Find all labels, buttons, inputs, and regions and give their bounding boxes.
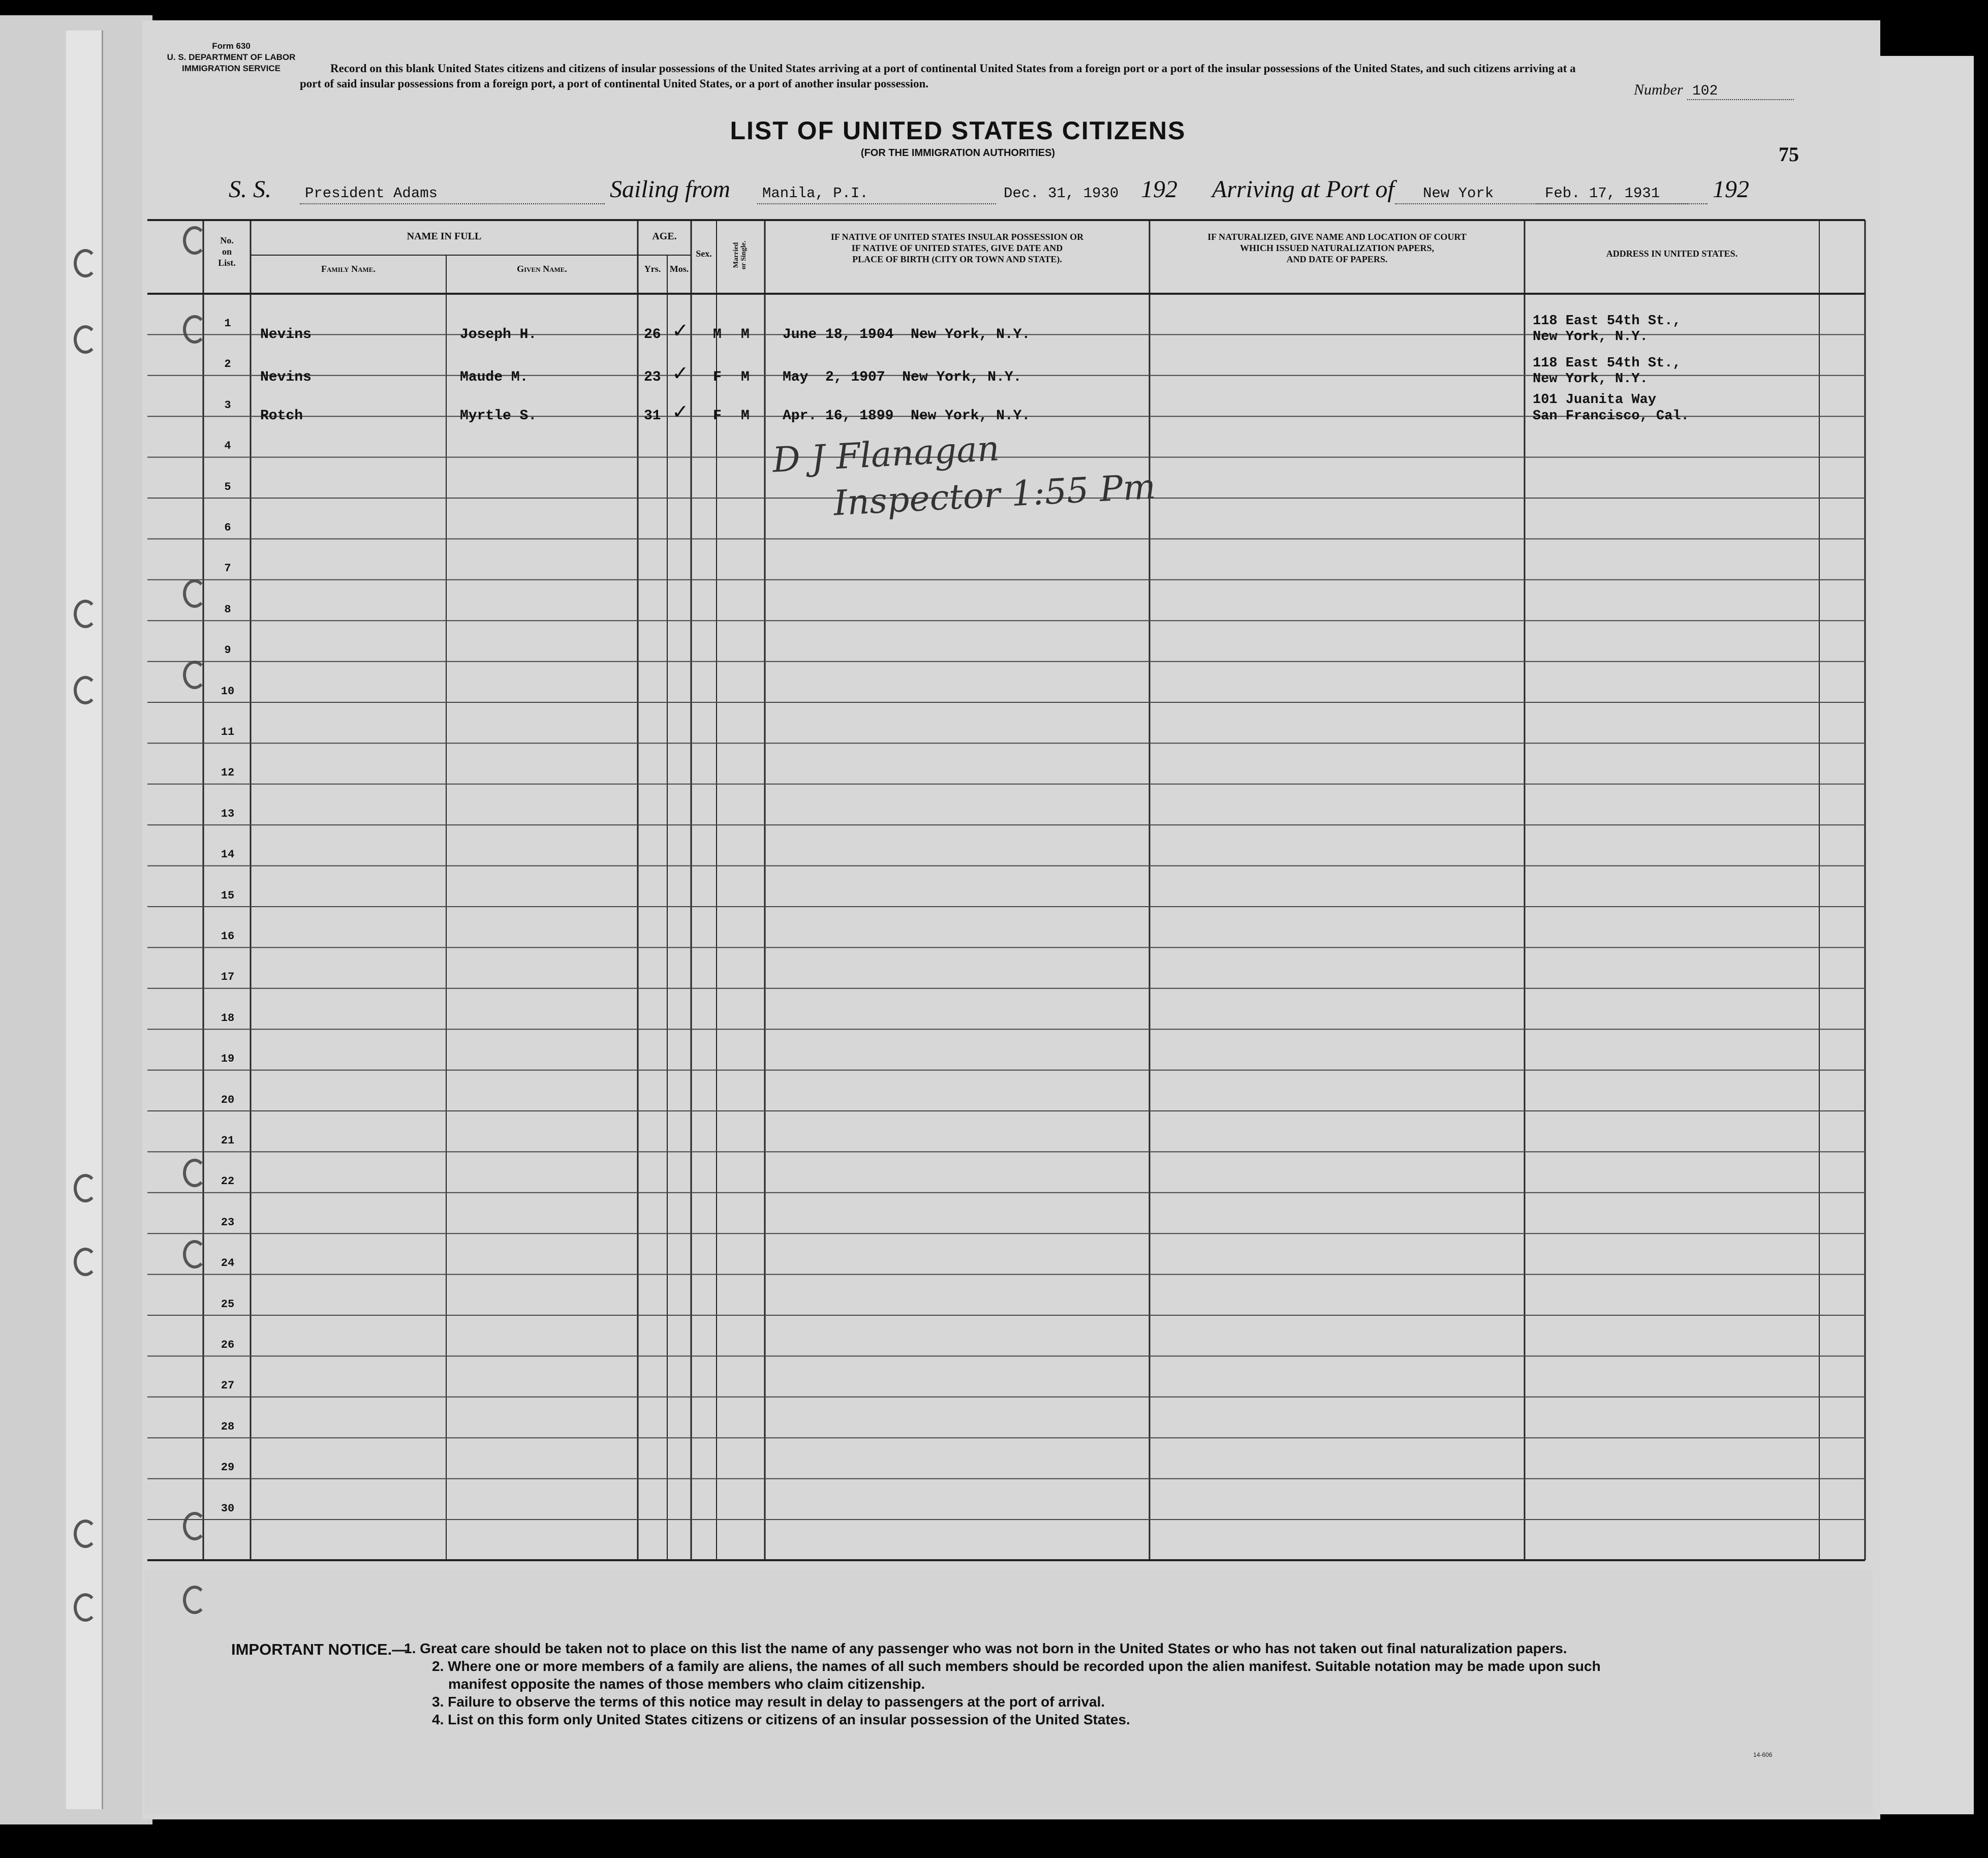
service-name: IMMIGRATION SERVICE bbox=[182, 64, 281, 73]
header-no-line: List. bbox=[218, 258, 236, 268]
arriving-label: Arriving at Port of bbox=[1212, 176, 1394, 203]
header-birth-line: PLACE OF BIRTH (CITY OR TOWN AND STATE). bbox=[852, 254, 1062, 264]
address-line-2: New York, N.Y. bbox=[1533, 371, 1648, 387]
row-number: 7 bbox=[224, 562, 231, 575]
family-name-cell: Nevins bbox=[260, 369, 312, 385]
header-birth-line: IF NATIVE OF UNITED STATES INSULAR POSSESSION OR bbox=[830, 232, 1084, 242]
row-number: 8 bbox=[224, 603, 231, 616]
header-family-name: Family Name. bbox=[321, 264, 376, 274]
header-married-single bbox=[732, 225, 750, 286]
header-birth-place bbox=[765, 231, 1150, 265]
birth-cell: June 18, 1904 New York, N.Y. bbox=[783, 327, 1031, 343]
row-number: 22 bbox=[221, 1175, 235, 1188]
sex-cell: F bbox=[713, 408, 722, 424]
department-name: U. S. DEPARTMENT OF LABOR bbox=[167, 52, 296, 62]
address-line-1: 118 East 54th St., bbox=[1533, 314, 1681, 329]
row-number: 21 bbox=[221, 1134, 235, 1147]
header-birth-line: IF NATIVE OF UNITED STATES, GIVE DATE AND bbox=[851, 243, 1063, 253]
inspector-signature: D J Flanagan bbox=[771, 428, 1001, 481]
ss-label: S. S. bbox=[229, 176, 271, 203]
header-no-line: on bbox=[222, 246, 232, 257]
row-number: 30 bbox=[221, 1502, 235, 1515]
age-years-cell: 23 bbox=[644, 369, 661, 385]
sailing-label: Sailing from bbox=[610, 176, 730, 203]
notice-item: 3. Failure to observe the terms of this notice may result in delay to passengers at the port of arrival. bbox=[432, 1694, 1105, 1710]
header-given-name: Given Name. bbox=[517, 264, 567, 274]
year-suffix-1: 192 bbox=[1141, 176, 1177, 203]
address-line-1: 118 East 54th St., bbox=[1533, 356, 1681, 371]
row-number: 10 bbox=[221, 685, 235, 698]
inspector-note: Inspector 1:55 Pm bbox=[832, 467, 1157, 524]
row-number: 5 bbox=[224, 480, 231, 493]
from-port: Manila, P.I. bbox=[762, 185, 868, 202]
header-naturalization bbox=[1150, 231, 1525, 265]
row-number: 9 bbox=[224, 644, 231, 657]
row-number: 4 bbox=[224, 440, 231, 453]
header-sex: Sex. bbox=[696, 249, 712, 259]
arrival-date: Feb. 17, 1931 bbox=[1545, 185, 1660, 202]
row-number: 13 bbox=[221, 807, 235, 820]
row-number: 2 bbox=[224, 358, 231, 371]
header-age: AGE. bbox=[652, 231, 677, 242]
row-number: 3 bbox=[224, 398, 231, 412]
number-label: Number bbox=[1634, 81, 1683, 98]
birth-cell: Apr. 16, 1899 New York, N.Y. bbox=[783, 408, 1031, 424]
given-name-cell: Maude M. bbox=[460, 369, 529, 385]
header-no-line: No. bbox=[220, 235, 234, 245]
age-years-cell: 31 bbox=[644, 408, 661, 424]
page-subtitle: (FOR THE IMMIGRATION AUTHORITIES) bbox=[860, 147, 1055, 159]
notice-label: IMPORTANT NOTICE.— bbox=[231, 1640, 408, 1658]
notice-item: manifest opposite the names of those members who claim citizenship. bbox=[448, 1676, 925, 1692]
marital-cell: M bbox=[741, 408, 750, 424]
form-number: Form 630 bbox=[212, 41, 251, 51]
page-number: 75 bbox=[1779, 143, 1799, 166]
family-name-cell: Nevins bbox=[260, 327, 312, 343]
row-number: 12 bbox=[221, 766, 235, 780]
row-number: 26 bbox=[221, 1339, 235, 1351]
row-number: 16 bbox=[221, 930, 235, 943]
row-number: 1 bbox=[224, 317, 231, 330]
row-number: 18 bbox=[221, 1011, 235, 1025]
header-naturalized-line: AND DATE OF PAPERS. bbox=[1286, 254, 1388, 264]
header-name-in-full: NAME IN FULL bbox=[407, 231, 482, 242]
header-single-line: or Single. bbox=[740, 240, 748, 270]
header-married-line: Married bbox=[732, 242, 740, 268]
notice-item: 4. List on this form only United States citizens or citizens of an insular possession of the United States. bbox=[432, 1712, 1130, 1727]
form-code: 14-606 bbox=[1753, 1751, 1773, 1758]
family-name-cell: Rotch bbox=[260, 408, 303, 424]
row-number: 14 bbox=[221, 848, 235, 861]
given-name-cell: Myrtle S. bbox=[460, 408, 537, 424]
row-number: 23 bbox=[221, 1216, 235, 1229]
marital-cell: M bbox=[741, 327, 750, 343]
number-value: 102 bbox=[1687, 83, 1794, 100]
instruction-text: Record on this blank United States citizens and citizens of insular possessions of the United States arriving at a port of continental United States from a foreign port or a port of the insular possessions of the United States, and such citizens arriving at a port of said insular possessions from a foreign port, a port of continental United States, or a port of another insular possession. bbox=[300, 62, 1576, 90]
header-naturalized-line: WHICH ISSUED NATURALIZATION PAPERS, bbox=[1239, 243, 1435, 253]
row-number: 27 bbox=[221, 1379, 235, 1392]
row-number: 24 bbox=[221, 1257, 235, 1270]
ship-name: President Adams bbox=[305, 185, 438, 202]
row-number: 11 bbox=[221, 726, 235, 738]
sex-cell: F bbox=[713, 369, 722, 385]
row-number: 6 bbox=[224, 521, 231, 534]
arrival-port: New York bbox=[1423, 185, 1494, 202]
address-line-2: San Francisco, Cal. bbox=[1533, 409, 1689, 424]
header-yrs: Yrs. bbox=[644, 264, 661, 274]
notice-item: 1. Great care should be taken not to place on this list the name of any passenger who was not born in the United States or who has not taken out final naturalization papers. bbox=[404, 1640, 1567, 1656]
age-years-cell: 26 bbox=[644, 327, 661, 343]
header-mos: Mos. bbox=[669, 264, 689, 274]
header-naturalized-line: IF NATURALIZED, GIVE NAME AND LOCATION OF COURT bbox=[1207, 232, 1467, 242]
marital-cell: M bbox=[741, 369, 750, 385]
row-number: 25 bbox=[221, 1297, 235, 1311]
check-mark-icon: ✓ bbox=[672, 400, 689, 424]
birth-cell: May 2, 1907 New York, N.Y. bbox=[783, 369, 1022, 385]
row-number: 19 bbox=[221, 1052, 235, 1066]
page-title: LIST OF UNITED STATES CITIZENS bbox=[730, 116, 1186, 145]
sex-cell: M bbox=[713, 327, 722, 343]
sail-date: Dec. 31, 1930 bbox=[1004, 185, 1119, 202]
row-number: 20 bbox=[221, 1093, 235, 1106]
row-number: 17 bbox=[221, 971, 235, 984]
row-number: 29 bbox=[221, 1461, 235, 1474]
address-line-1: 101 Juanita Way bbox=[1533, 392, 1657, 408]
notice-item: 2. Where one or more members of a family are aliens, the names of all such members should be recorded upon the alien manifest. Suitable notation may be made upon such bbox=[432, 1658, 1601, 1674]
row-number: 28 bbox=[221, 1420, 235, 1433]
check-mark-icon: ✓ bbox=[672, 362, 689, 385]
year-suffix-2: 192 bbox=[1713, 176, 1749, 203]
header-no-on-list bbox=[203, 235, 251, 268]
check-mark-icon: ✓ bbox=[672, 319, 689, 343]
row-number: 15 bbox=[221, 889, 235, 902]
header-address: ADDRESS IN UNITED STATES. bbox=[1606, 249, 1738, 259]
given-name-cell: Joseph H. bbox=[460, 327, 537, 343]
address-line-2: New York, N.Y. bbox=[1533, 329, 1648, 345]
